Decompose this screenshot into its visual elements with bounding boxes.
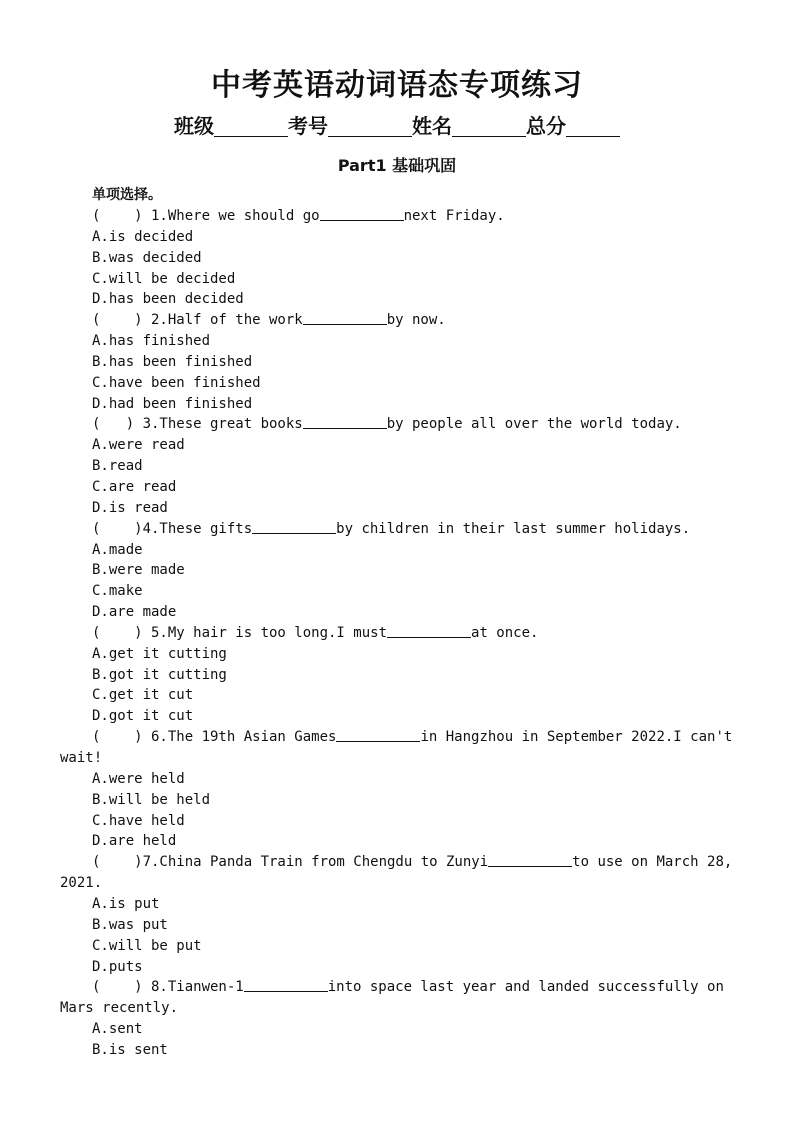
question-text-after-blank: next Friday.	[403, 208, 505, 224]
question-text-after-blank: at once.	[471, 624, 539, 641]
page-title: 中考英语动词语态专项练习	[211, 68, 583, 103]
question-3	[60, 414, 736, 518]
answer-option: A.were read	[92, 437, 185, 454]
answer-blank[interactable]	[320, 206, 404, 221]
question-stem	[60, 623, 736, 644]
answer-option: B.were made	[92, 562, 185, 579]
question-text-before-blank: ( ) 1.Where we should go	[92, 208, 320, 224]
answer-blank[interactable]	[244, 977, 328, 992]
class-blank[interactable]	[214, 116, 288, 137]
answer-option: C.get it cut	[92, 687, 194, 704]
answer-option: D.had been finished	[92, 395, 253, 412]
answer-option: A.sent	[92, 1021, 143, 1038]
question-text-after-blank: to use on March 28, 2021.	[60, 854, 741, 892]
answer-option: D.has been decided	[92, 291, 244, 308]
answer-option: C.are read	[92, 478, 177, 495]
answer-option: A.were held	[92, 770, 185, 787]
name-label: 姓名	[412, 114, 452, 138]
answer-option: B.is sent	[92, 1042, 168, 1059]
answer-option: B.was put	[92, 916, 168, 933]
answer-option: C.have held	[92, 812, 185, 829]
answer-option: A.made	[92, 541, 143, 558]
exam-number-label: 考号	[288, 114, 328, 138]
question-stem	[60, 977, 736, 1019]
answer-option: B.will be held	[92, 791, 211, 808]
answer-option: B.was decided	[92, 249, 202, 266]
question-2	[60, 310, 736, 414]
answer-option: D.are held	[92, 833, 177, 850]
question-text-before-blank: ( ) 2.Half of the work	[92, 312, 303, 329]
question-text-before-blank: ( ) 5.My hair is too long.I must	[92, 624, 388, 641]
answer-blank[interactable]	[252, 519, 336, 534]
answer-option: D.puts	[92, 958, 143, 975]
total-score-label: 总分	[526, 114, 566, 138]
question-stem	[60, 852, 741, 894]
answer-option: D.is read	[92, 499, 168, 516]
question-list	[60, 184, 741, 1061]
answer-option: A.is put	[92, 896, 160, 913]
class-label: 班级	[174, 114, 214, 138]
exam-number-blank[interactable]	[328, 116, 412, 137]
answer-option: A.is decided	[92, 229, 194, 245]
student-info-line	[0, 110, 794, 139]
question-text-after-blank: into space last year and landed successfully on Mars recently.	[60, 979, 733, 1017]
question-stem	[60, 206, 736, 227]
answer-blank[interactable]	[336, 727, 420, 742]
question-text-before-blank: ( ) 6.The 19th Asian Games	[92, 728, 337, 745]
answer-blank[interactable]	[387, 623, 471, 638]
answer-option: C.have been finished	[92, 374, 261, 391]
answer-blank[interactable]	[303, 310, 387, 325]
question-7	[60, 852, 741, 977]
answer-blank[interactable]	[303, 414, 387, 429]
answer-option: C.will be put	[92, 937, 202, 954]
question-4	[60, 519, 736, 623]
answer-option: C.make	[92, 583, 143, 600]
question-1	[60, 206, 736, 310]
total-score-blank[interactable]	[566, 116, 620, 137]
question-stem	[60, 310, 736, 331]
answer-option: B.has been finished	[92, 353, 253, 370]
question-text-after-blank: by children in their last summer holidays.	[336, 520, 691, 537]
question-6	[60, 727, 741, 852]
answer-option: C.will be decided	[92, 270, 236, 287]
question-text-after-blank: by people all over the world today.	[386, 416, 682, 433]
name-blank[interactable]	[452, 116, 526, 137]
question-text-before-blank: ( ) 3.These great books	[92, 416, 303, 433]
answer-option: B.read	[92, 458, 143, 475]
question-stem	[60, 519, 736, 540]
question-8	[60, 977, 736, 1061]
answer-option: D.got it cut	[92, 708, 194, 725]
question-stem	[60, 414, 736, 435]
question-5	[60, 623, 736, 727]
answer-option: A.has finished	[92, 333, 211, 350]
answer-option: B.got it cutting	[92, 666, 227, 683]
question-text-after-blank: in Hangzhou in September 2022.I can't wait!	[60, 728, 741, 766]
instruction: 单项选择。	[92, 187, 162, 203]
question-stem	[60, 727, 741, 769]
answer-blank[interactable]	[488, 852, 572, 867]
answer-option: A.get it cutting	[92, 645, 227, 662]
question-text-before-blank: ( )7.China Panda Train from Chengdu to Zunyi	[92, 854, 489, 871]
question-text-before-blank: ( ) 8.Tianwen-1	[92, 979, 244, 996]
answer-option: D.are made	[92, 603, 177, 620]
question-text-before-blank: ( )4.These gifts	[92, 520, 253, 537]
question-text-after-blank: by now.	[386, 312, 446, 329]
part-heading: Part1 基础巩固	[337, 156, 457, 175]
